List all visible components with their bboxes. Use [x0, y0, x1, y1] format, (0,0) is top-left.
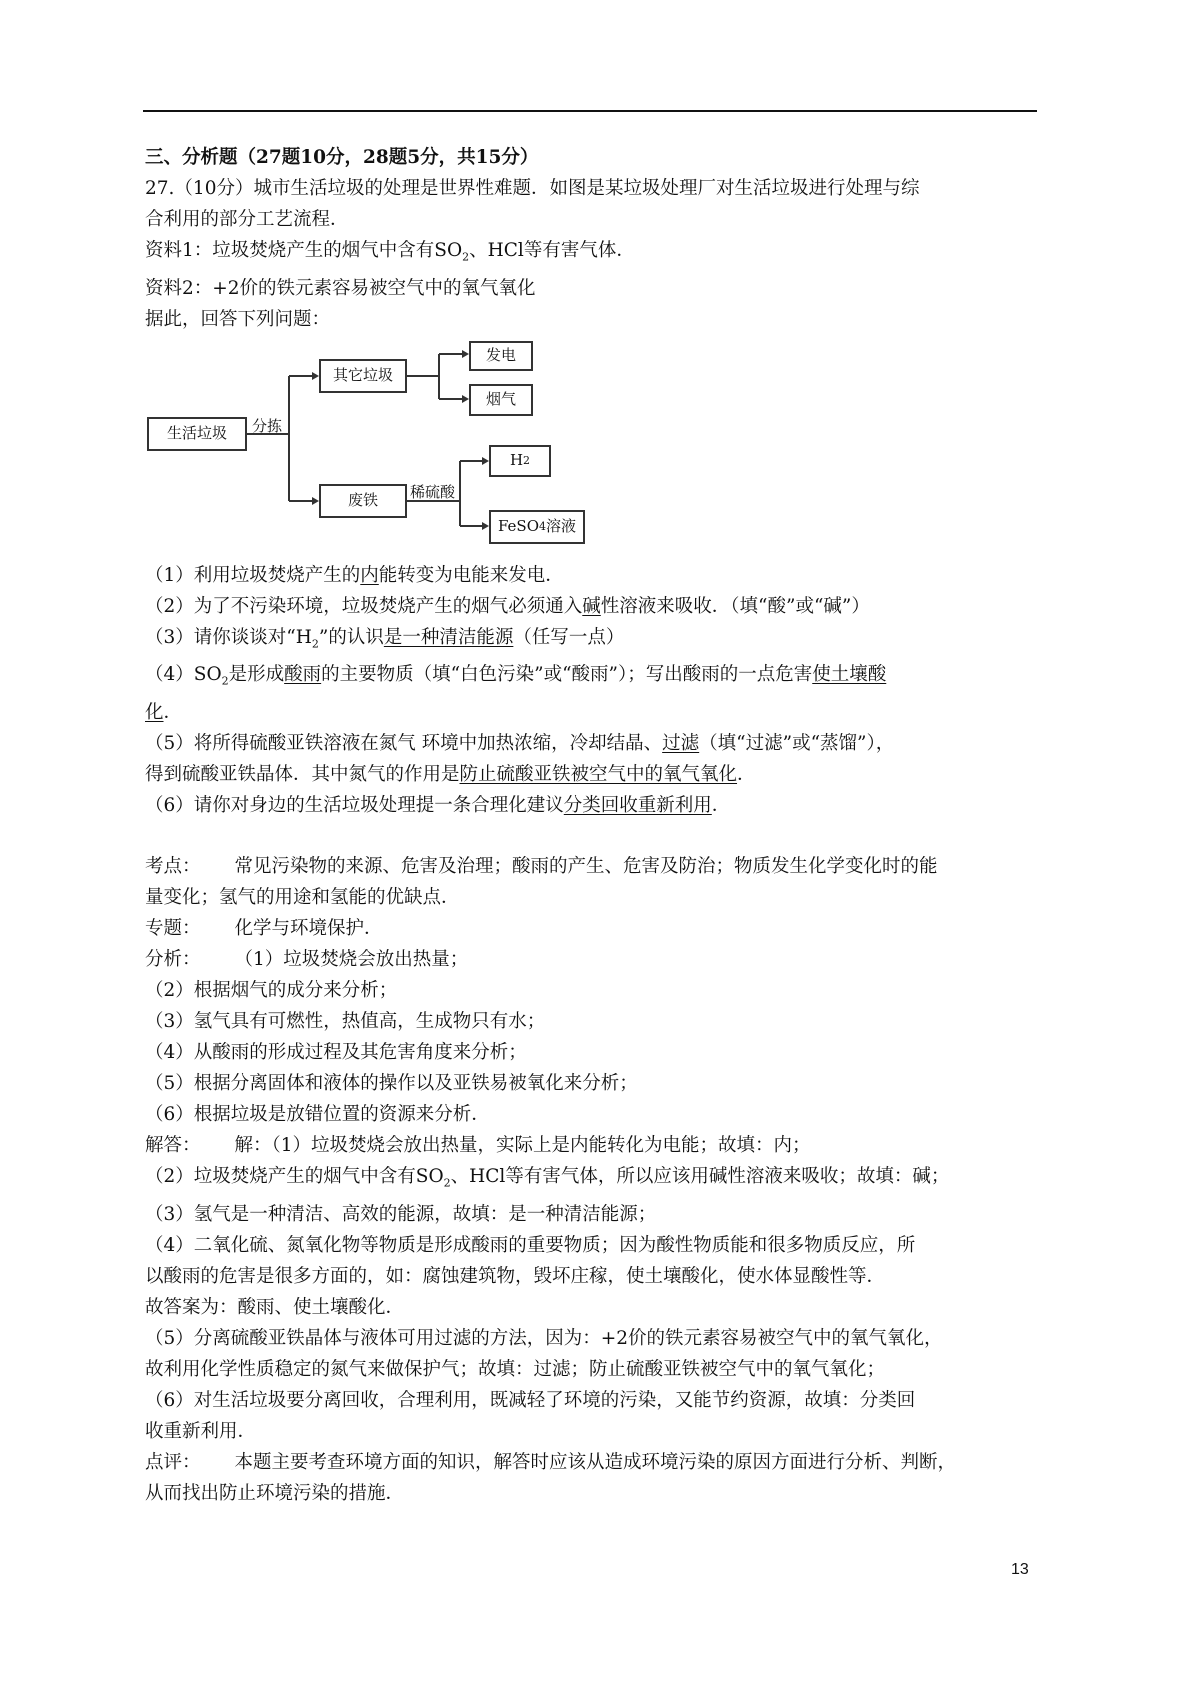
- kaodian-text: 常见污染物的来源、危害及治理；酸雨的产生、危害及防治；物质发生化学变化时的能: [234, 856, 938, 878]
- fenxi-label: 分析：: [145, 949, 201, 971]
- intro-line-1: 27.（10分）城市生活垃圾的处理是世界性难题．如图是某垃圾处理厂对生活垃圾进行处理与综: [145, 178, 920, 199]
- q5-text-d: ．: [737, 764, 756, 786]
- q4-sub: 2: [221, 675, 229, 689]
- question-prompt: 据此，回答下列问题：: [145, 308, 331, 330]
- jieda-label: 解答：: [145, 1135, 201, 1157]
- box-other-waste-label: 其它垃圾: [332, 366, 393, 385]
- q3-text: （3）请你谈谈对“H: [145, 626, 312, 648]
- q6-text-b: ．: [711, 795, 731, 817]
- q3-text-b: ”的认识: [318, 626, 384, 648]
- q5-answer-1: 过滤: [662, 733, 700, 755]
- fenxi-3: （3）氢气具有可燃性，热值高，生成物只有水；: [145, 1011, 546, 1033]
- q4-answer-1: 酸雨: [284, 664, 322, 686]
- feso4-label-b: 溶液: [546, 517, 577, 536]
- box-household-waste: [147, 417, 247, 451]
- label-sorting: 分拣: [252, 416, 283, 435]
- ref1-text: 资料1：垃圾焚烧产生的烟气中含有SO: [145, 240, 463, 261]
- label-dilute-sulfuric-acid: 稀硫酸: [410, 482, 456, 501]
- fenxi: [145, 944, 1040, 975]
- header-rule: [143, 110, 1037, 112]
- spacer: [145, 821, 1040, 851]
- dianping-label: 点评：: [145, 1451, 201, 1473]
- q4-answer-2-cont: 化: [145, 702, 164, 724]
- dianping-cont: 从而找出防止环境污染的措施．: [145, 1482, 405, 1504]
- zhuanti: [145, 913, 1040, 944]
- jieda-2-text: （2）垃圾焚烧产生的烟气中含有SO: [145, 1166, 444, 1188]
- fenxi-2: （2）根据烟气的成分来分析；: [145, 980, 398, 1002]
- jieda-6a: （6）对生活垃圾要分离回收，合理利用，既减轻了环境的污染，又能节约资源，故填：分类回: [145, 1389, 916, 1411]
- kaodian-cont: 量变化；氢气的用途和氢能的优缺点．: [145, 887, 460, 909]
- ref1-sub: 2: [462, 250, 470, 264]
- fenxi-1: （1）垃圾焚烧会放出热量；: [234, 949, 469, 971]
- jieda-5b: 故利用化学性质稳定的氮气来做保护气；故填：过滤；防止硫酸亚铁被空气中的氧气氧化；: [145, 1358, 886, 1380]
- jieda-3: （3）氢气是一种清洁、高效的能源，故填：是一种清洁能源；: [145, 1203, 657, 1225]
- box-other-waste: [319, 359, 407, 393]
- h2-label: H: [509, 451, 524, 470]
- box-hydrogen: [489, 445, 551, 477]
- item-3: [145, 622, 1040, 660]
- q3-answer: 是一种清洁能源: [383, 626, 514, 648]
- jieda-2-sub: 2: [443, 1176, 451, 1190]
- dianping-text: 本题主要考查环境方面的知识，解答时应该从造成环境污染的原因方面进行分析、判断，: [234, 1451, 957, 1473]
- kaodian-label: 考点：: [145, 856, 201, 878]
- feso4-sub: 4: [539, 520, 547, 534]
- item-2: [145, 591, 1040, 622]
- box-feso4-solution: [489, 510, 585, 544]
- item-1: [145, 560, 1040, 591]
- kaodian: [145, 851, 1040, 882]
- page-number: 13: [1011, 1561, 1029, 1578]
- process-flow-diagram: [142, 341, 622, 556]
- q4-text-b: 是形成: [228, 664, 285, 686]
- box-flue-gas: [469, 384, 533, 416]
- page-body: [145, 142, 1040, 1509]
- reference-1: [145, 235, 1040, 273]
- q4-text-c: 的主要物质（填“白色污染”或“酸雨”）；写出酸雨的一点危害: [321, 664, 813, 686]
- q3-sub: 2: [311, 637, 319, 651]
- q3-text-c: （任写一点）: [513, 626, 625, 648]
- zhuanti-text: 化学与环境保护．: [234, 918, 383, 940]
- feso4-label: FeSO: [497, 517, 540, 536]
- item-6: [145, 790, 1040, 821]
- item-4: [145, 659, 1040, 697]
- q5-text-c: 得到硫酸亚铁晶体．其中氮气的作用是: [145, 764, 460, 786]
- q5-text: （5）将所得硫酸亚铁溶液在氮气 环境中加热浓缩，冷却结晶、: [145, 733, 663, 755]
- jieda-2-text-b: 、HCl等有害气体，所以应该用碱性溶液来吸收；故填：碱；: [450, 1166, 950, 1188]
- jieda-1: 解：（1）垃圾焚烧会放出热量，实际上是内能转化为电能；故填：内；: [234, 1135, 811, 1157]
- q4-text: （4）SO: [145, 664, 222, 686]
- q2-text: （2）为了不污染环境，垃圾焚烧产生的烟气必须通入: [145, 595, 583, 617]
- section-title: 三、分析题（27题10分，28题5分，共15分）: [145, 147, 539, 168]
- fenxi-5: （5）根据分离固体和液体的操作以及亚铁易被氧化来分析；: [145, 1073, 638, 1095]
- h2-sub: 2: [523, 454, 531, 468]
- fenxi-6: （6）根据垃圾是放错位置的资源来分析．: [145, 1104, 490, 1126]
- box-household-waste-label: 生活垃圾: [166, 424, 227, 443]
- question-intro: [145, 173, 1040, 204]
- q1-answer: 内: [360, 564, 379, 586]
- q2-text-b: 性溶液来吸收．（填“酸”或“碱”）: [600, 595, 870, 617]
- reference-2: 资料2：+2价的铁元素容易被空气中的氧气氧化: [145, 277, 536, 299]
- q5-answer-2: 防止硫酸亚铁被空气中的氧气氧化: [459, 764, 738, 786]
- q2-answer: 碱: [582, 595, 601, 617]
- box-flue-gas-label: 烟气: [485, 390, 516, 409]
- q6-answer: 分类回收重新利用: [563, 795, 712, 817]
- box-power-generation-label: 发电: [485, 346, 516, 365]
- item-4-cont: [145, 697, 1040, 728]
- jieda-5a: （5）分离硫酸亚铁晶体与液体可用过滤的方法，因为：+2价的铁元素容易被空气中的氧气氧化，: [145, 1327, 943, 1349]
- box-power-generation: [469, 341, 533, 371]
- q6-text: （6）请你对身边的生活垃圾处理提一条合理化建议: [145, 795, 564, 817]
- q5-text-b: （填“过滤”或“蒸馏”），: [699, 733, 895, 755]
- q1-text-b: 能转变为电能来发电．: [378, 564, 564, 586]
- q4-text-d: ．: [163, 702, 183, 724]
- jieda-4b: 以酸雨的危害是很多方面的，如：腐蚀建筑物，毁坏庄稼，使土壤酸化，使水体显酸性等．: [145, 1265, 886, 1287]
- jieda: [145, 1130, 1040, 1161]
- zhuanti-label: 专题：: [145, 918, 201, 940]
- jieda-4a: （4）二氧化硫、氮氧化物等物质是形成酸雨的重要物质；因为酸性物质能和很多物质反应，所: [145, 1234, 916, 1256]
- fenxi-4: （4）从酸雨的形成过程及其危害角度来分析；: [145, 1042, 527, 1064]
- jieda-2: [145, 1161, 1040, 1199]
- box-scrap-iron: [319, 484, 407, 518]
- item-5-cont: [145, 759, 1040, 790]
- ref1-text-b: 、HCl等有害气体．: [469, 240, 635, 261]
- jieda-6b: 收重新利用．: [145, 1420, 257, 1442]
- item-5: [145, 728, 1040, 759]
- jieda-4c: 故答案为：酸雨、使土壤酸化．: [145, 1296, 405, 1318]
- box-scrap-iron-label: 废铁: [347, 491, 378, 510]
- question-intro-2: 合利用的部分工艺流程．: [145, 209, 349, 230]
- q1-text: （1）利用垃圾焚烧产生的: [145, 564, 361, 586]
- q4-answer-2: 使土壤酸: [812, 664, 887, 686]
- dianping: [145, 1447, 1040, 1478]
